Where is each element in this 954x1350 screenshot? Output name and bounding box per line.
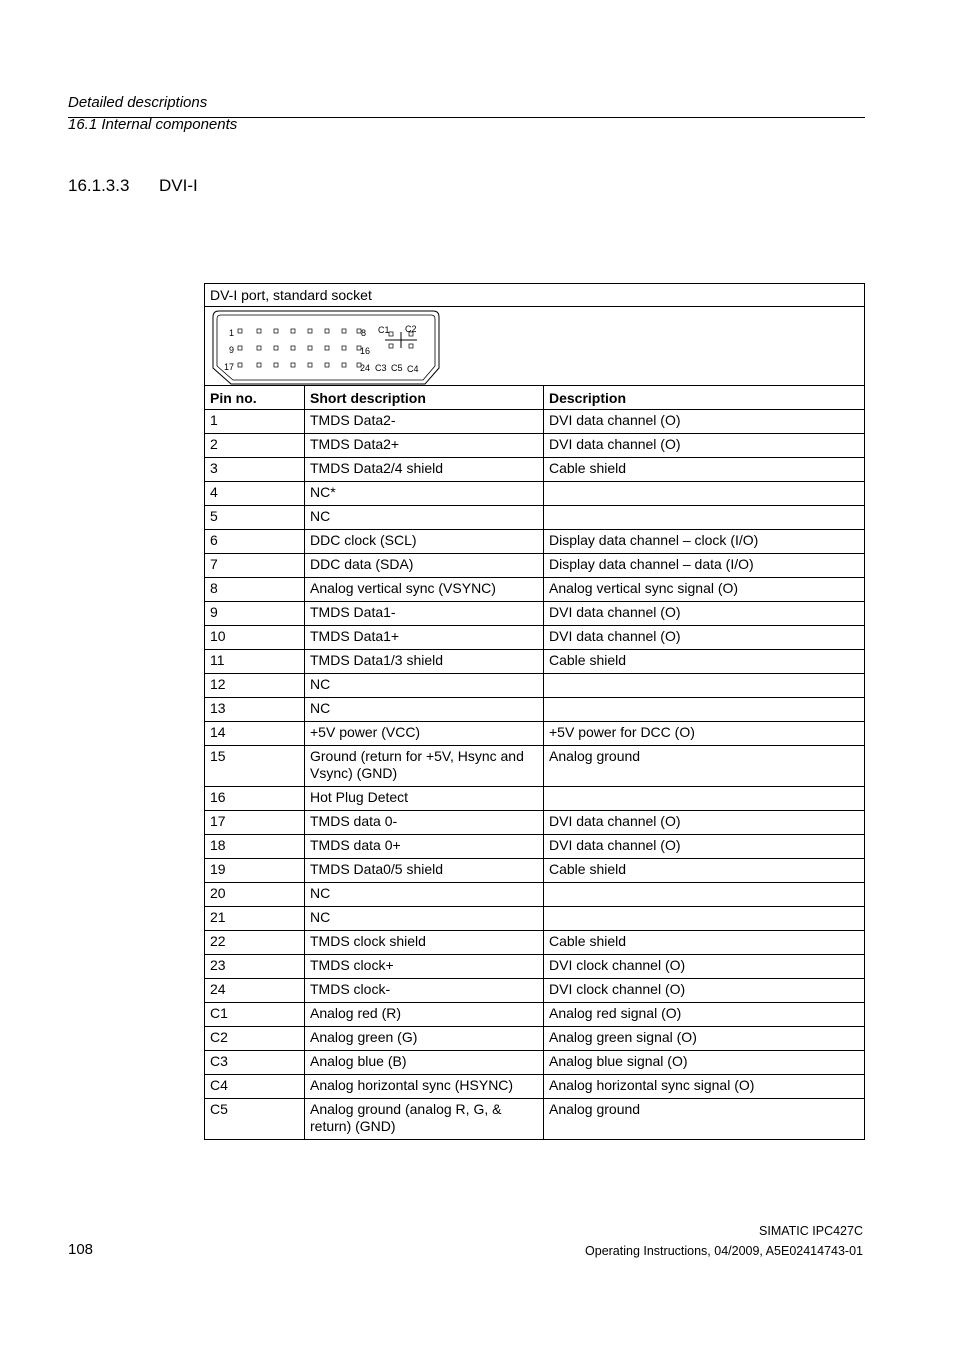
cell-pin: 8 [205,578,305,602]
table-row [205,746,865,787]
pin-socket [291,346,295,350]
pin-socket [274,346,278,350]
cell-description: Display data channel – data (I/O) [544,554,865,578]
pin-label-16: 16 [360,346,371,356]
table-row [205,650,865,674]
cell-short-description: Analog red (R) [305,1003,544,1027]
cell-description: Cable shield [544,650,865,674]
cell-pin: C2 [205,1027,305,1051]
pin-socket [238,363,242,367]
cell-pin: 18 [205,835,305,859]
cell-description: Analog horizontal sync signal (O) [544,1075,865,1099]
table-row [205,554,865,578]
table-row [205,955,865,979]
cell-pin: C1 [205,1003,305,1027]
cell-short-description: +5V power (VCC) [305,722,544,746]
pin-socket [291,329,295,333]
pin-socket [325,346,329,350]
cell-pin: 21 [205,907,305,931]
pin-socket [308,346,312,350]
cell-pin: C3 [205,1051,305,1075]
cell-description: DVI clock channel (O) [544,955,865,979]
cell-short-description: Analog blue (B) [305,1051,544,1075]
cell-description [544,907,865,931]
cell-pin: 17 [205,811,305,835]
cell-pin: 13 [205,698,305,722]
footer-product: SIMATIC IPC427C [759,1224,863,1238]
cell-pin: 15 [205,746,305,787]
cell-short-description: DDC data (SDA) [305,554,544,578]
cell-short-description: NC* [305,482,544,506]
cell-pin: 10 [205,626,305,650]
pin-label-c1: C1 [378,325,390,335]
cell-description [544,883,865,907]
pin-socket [238,329,242,333]
table-row [205,458,865,482]
cell-description: Analog blue signal (O) [544,1051,865,1075]
table-row [205,1051,865,1075]
cell-description: Cable shield [544,458,865,482]
pin-socket [257,329,261,333]
cell-short-description: Analog ground (analog R, G, & return) (GND) [305,1099,544,1140]
cell-pin: 2 [205,434,305,458]
cell-description: DVI data channel (O) [544,602,865,626]
cell-pin: 16 [205,787,305,811]
cell-description: Analog vertical sync signal (O) [544,578,865,602]
cell-description [544,698,865,722]
cell-pin: 20 [205,883,305,907]
table-row [205,626,865,650]
cell-description [544,482,865,506]
cell-pin: 24 [205,979,305,1003]
cell-pin: C5 [205,1099,305,1140]
pin-label-24: 24 [360,363,371,373]
cell-short-description: Ground (return for +5V, Hsync and Vsync) (GND) [305,746,544,787]
table-row [205,602,865,626]
table-row [205,835,865,859]
dvi-connector-figure [211,310,441,386]
running-header-section: 16.1 Internal components [68,116,238,133]
pin-label-c4: C4 [407,364,419,374]
cell-short-description: TMDS clock shield [305,931,544,955]
table-row [205,1075,865,1099]
column-header-short-description: Short description [305,386,544,410]
cell-short-description: Hot Plug Detect [305,787,544,811]
cell-description: DVI data channel (O) [544,835,865,859]
section-number: 16.1.3.3 [68,176,130,195]
cell-pin: 14 [205,722,305,746]
pin-label-17: 17 [224,362,235,372]
running-header-chapter: Detailed descriptions [68,94,208,111]
cell-short-description: NC [305,506,544,530]
cell-short-description: NC [305,883,544,907]
pin-socket [325,363,329,367]
cell-short-description: TMDS clock- [305,979,544,1003]
column-header-pin: Pin no. [205,386,305,410]
cell-description: Analog green signal (O) [544,1027,865,1051]
cell-pin: 23 [205,955,305,979]
column-header-description: Description [544,386,865,410]
table-row [205,410,865,434]
cell-short-description: Analog green (G) [305,1027,544,1051]
table-row [205,859,865,883]
cell-pin: 3 [205,458,305,482]
cell-description: DVI data channel (O) [544,434,865,458]
pin-socket [342,363,346,367]
cell-short-description: TMDS Data1/3 shield [305,650,544,674]
table-row [205,1027,865,1051]
pin-label-1: 1 [229,328,235,338]
cell-short-description: TMDS Data2/4 shield [305,458,544,482]
cell-short-description: NC [305,674,544,698]
table-row [205,883,865,907]
cell-pin: 5 [205,506,305,530]
table-row [205,434,865,458]
pin-label-c5: C5 [391,363,403,373]
section-title: DVI-I [159,176,198,195]
pin-socket [325,329,329,333]
cell-short-description: TMDS Data2+ [305,434,544,458]
pin-assignment-table [204,283,865,1140]
pin-label-8: 8 [361,328,367,338]
cell-description [544,787,865,811]
pin-socket [342,329,346,333]
cell-description: DVI data channel (O) [544,626,865,650]
table-row [205,907,865,931]
cell-short-description: NC [305,698,544,722]
pin-grid [238,329,361,367]
cell-short-description: Analog vertical sync (VSYNC) [305,578,544,602]
cell-pin: C4 [205,1075,305,1099]
cell-short-description: TMDS Data0/5 shield [305,859,544,883]
cell-short-description: NC [305,907,544,931]
cell-short-description: TMDS data 0- [305,811,544,835]
footer-document: Operating Instructions, 04/2009, A5E02414743-01 [585,1244,863,1258]
table-row [205,506,865,530]
cell-pin: 6 [205,530,305,554]
cell-pin: 1 [205,410,305,434]
cell-description: Display data channel – clock (I/O) [544,530,865,554]
cell-short-description: TMDS Data1+ [305,626,544,650]
cell-description: +5V power for DCC (O) [544,722,865,746]
table-row [205,530,865,554]
table-row [205,931,865,955]
cell-description: Cable shield [544,931,865,955]
cell-pin: 12 [205,674,305,698]
pin-socket [308,329,312,333]
cell-description: DVI clock channel (O) [544,979,865,1003]
table-row [205,1003,865,1027]
cell-short-description: TMDS Data1- [305,602,544,626]
cell-short-description: DDC clock (SCL) [305,530,544,554]
table-row [205,482,865,506]
cell-description [544,674,865,698]
cell-pin: 7 [205,554,305,578]
cell-pin: 11 [205,650,305,674]
cell-short-description: TMDS clock+ [305,955,544,979]
table-title: DV-I port, standard socket [205,284,865,307]
pin-socket [291,363,295,367]
table-row [205,578,865,602]
cell-description: Analog ground [544,746,865,787]
table-row [205,787,865,811]
table-row [205,1099,865,1140]
cell-short-description: TMDS Data2- [305,410,544,434]
pin-socket [257,346,261,350]
table-row [205,674,865,698]
table-row [205,979,865,1003]
connector-figure-cell [205,307,865,386]
pin-label-9: 9 [229,345,235,355]
cell-description: Analog ground [544,1099,865,1140]
pin-socket [238,346,242,350]
cell-description: Analog red signal (O) [544,1003,865,1027]
pin-socket [274,329,278,333]
cell-pin: 22 [205,931,305,955]
pin-socket [342,346,346,350]
cell-pin: 4 [205,482,305,506]
pin-socket [308,363,312,367]
cell-description: DVI data channel (O) [544,811,865,835]
pin-socket [274,363,278,367]
pin-label-c2: C2 [405,324,417,334]
table-row [205,811,865,835]
pin-label-c3: C3 [375,363,387,373]
cell-pin: 9 [205,602,305,626]
pin-socket [257,363,261,367]
cell-pin: 19 [205,859,305,883]
cell-short-description: TMDS data 0+ [305,835,544,859]
table-row [205,722,865,746]
page-number: 108 [68,1241,94,1258]
cell-description: DVI data channel (O) [544,410,865,434]
table-row [205,698,865,722]
cell-short-description: Analog horizontal sync (HSYNC) [305,1075,544,1099]
cell-description: Cable shield [544,859,865,883]
cell-description [544,506,865,530]
